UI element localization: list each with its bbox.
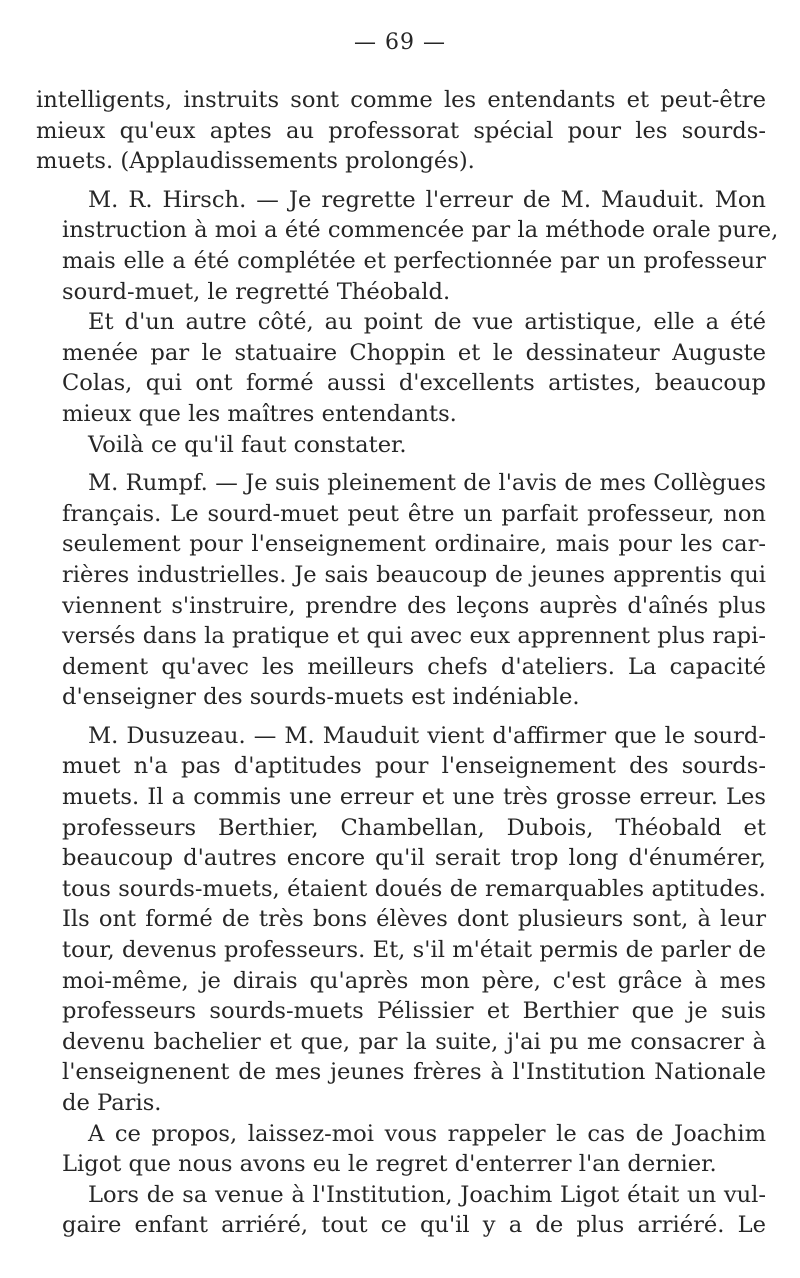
text-line: menée par le statuaire Choppin et le dessinateur Auguste: [62, 339, 766, 366]
text-line: versés dans la pratique et qui avec eux apprennent plus rapi-: [62, 623, 766, 650]
paragraph-artistique: [36, 307, 766, 429]
text-line: Ils ont formé de très bons élèves dont plusieurs sont, à leur: [62, 906, 766, 933]
text-line: M. Rumpf. — Je suis pleinement de l'avis de mes Collègues: [88, 470, 766, 497]
text-line: d'enseigner des sourds-muets est indéniable.: [62, 684, 580, 711]
text-line: mieux que les maîtres entendants.: [62, 400, 457, 427]
text-line: professeurs sourds-muets Pélissier et Berthier que je suis: [62, 998, 766, 1025]
paragraph-ligot: [36, 1180, 766, 1241]
text-line: M. Dusuzeau. — M. Mauduit vient d'affirmer que le sourd-: [88, 722, 766, 749]
paragraph-voila: [36, 430, 766, 461]
text-line: Voilà ce qu'il faut constater.: [88, 431, 407, 458]
text-line: A ce propos, laissez-moi vous rappeler le cas de Joachim: [88, 1120, 766, 1147]
text-line: M. R. Hirsch. — Je regrette l'erreur de M. Mauduit. Mon: [88, 186, 766, 213]
text-line: muet n'a pas d'aptitudes pour l'enseignement des sourds-: [62, 753, 766, 780]
paragraph-dusuzeau: [36, 721, 766, 1119]
text-line: dement qu'avec les meilleurs chefs d'ateliers. La capacité: [62, 653, 766, 680]
text-line: seulement pour l'enseignement ordinaire, mais pour les car-: [62, 531, 766, 558]
paragraph-rumpf: [36, 468, 766, 713]
text-line: moi-même, je dirais qu'après mon père, c'est grâce à mes: [62, 967, 766, 994]
paragraph-1: [36, 85, 766, 177]
page-number: — 69 —: [354, 30, 446, 55]
text-line: intelligents, instruits sont comme les entendants et peut-être: [36, 87, 766, 113]
text-line: viennent s'instruire, prendre des leçons auprès d'aînés plus: [62, 592, 766, 619]
text-line: gaire enfant arriéré, tout ce qu'il y a de plus arriéré. Le: [62, 1212, 766, 1239]
paragraph-hirsch: [36, 185, 779, 307]
text-line: l'enseignenent de mes jeunes frères à l'Institution Nationale: [62, 1059, 766, 1086]
text-line: Ligot que nous avons eu le regret d'enterrer l'an dernier.: [62, 1151, 717, 1178]
text-line: mieux qu'eux aptes au professorat spécial pour les sourds-: [36, 117, 766, 144]
text-line: tous sourds-muets, étaient doués de remarquables aptitudes.: [62, 875, 766, 902]
text-line: Colas, qui ont formé aussi d'excellents artistes, beaucoup: [62, 370, 766, 397]
paragraph-joachim: [36, 1119, 766, 1180]
text-line: Lors de sa venue à l'Institution, Joachim Ligot était un vul-: [88, 1181, 766, 1208]
text-line: sourd-muet, le regretté Théobald.: [62, 278, 451, 305]
text-line: mais elle a été complétée et perfectionnée par un professeur: [62, 247, 766, 274]
text-line: professeurs Berthier, Chambellan, Dubois, Théobald et: [62, 814, 766, 841]
text-line: tour, devenus professeurs. Et, s'il m'était permis de parler de: [62, 937, 766, 964]
text-line: français. Le sourd-muet peut être un parfait professeur, non: [62, 500, 766, 527]
text-line: Et d'un autre côté, au point de vue artistique, elle a été: [88, 309, 766, 336]
text-line: devenu bachelier et que, par la suite, j'ai pu me consacrer à: [62, 1028, 766, 1055]
text-line: de Paris.: [62, 1090, 162, 1116]
text-line: muets. Il a commis une erreur et une très grosse erreur. Les: [62, 784, 766, 811]
text-line: muets. (Applaudissements prolongés).: [36, 148, 475, 175]
text-line: instruction à moi a été commencée par la méthode orale pure,: [62, 217, 779, 244]
text-line: rières industrielles. Je sais beaucoup de jeunes apprentis qui: [62, 561, 766, 588]
text-line: beaucoup d'autres encore qu'il serait trop long d'énumérer,: [62, 845, 766, 872]
body-text: [36, 85, 779, 1241]
